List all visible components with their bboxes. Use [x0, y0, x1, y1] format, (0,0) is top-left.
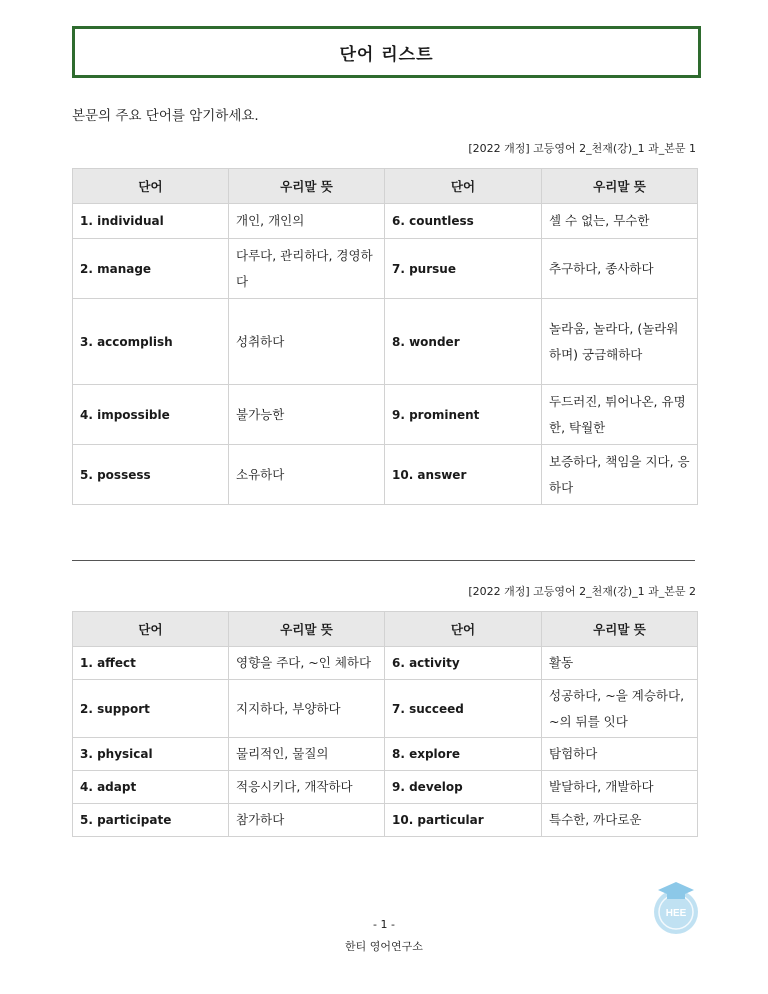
word-cell: 8. explore: [385, 738, 542, 771]
word-cell: 5. possess: [73, 445, 229, 505]
table-header-row: [73, 612, 698, 647]
graduation-cap-icon: [650, 878, 702, 938]
word-cell: 9. develop: [385, 771, 542, 804]
source-label-2: [2022 개정] 고등영어 2_천재(강)_1 과_본문 2: [468, 585, 696, 598]
meaning-cell: 영향을 주다, ~인 체하다: [229, 647, 385, 680]
vocab-table-1: [72, 168, 698, 505]
word-cell: 4. adapt: [73, 771, 229, 804]
word-cell: 10. particular: [385, 804, 542, 837]
meaning-cell: 물리적인, 물질의: [229, 738, 385, 771]
word-cell: 5. participate: [73, 804, 229, 837]
title-box: [72, 26, 701, 78]
meaning-cell: 적응시키다, 개작하다: [229, 771, 385, 804]
table-row: [73, 738, 698, 771]
meaning-cell: 탐험하다: [542, 738, 698, 771]
table-row: [73, 204, 698, 239]
header-meaning: 우리말 뜻: [229, 169, 385, 204]
header-word: 단어: [73, 612, 229, 647]
instruction-text: 본문의 주요 단어를 암기하세요.: [72, 108, 259, 124]
meaning-cell: 소유하다: [229, 445, 385, 505]
table-row: [73, 647, 698, 680]
table-row: [73, 385, 698, 445]
word-cell: 1. individual: [73, 204, 229, 239]
word-cell: 3. physical: [73, 738, 229, 771]
header-meaning: 우리말 뜻: [542, 612, 698, 647]
meaning-cell: 특수한, 까다로운: [542, 804, 698, 837]
header-word: 단어: [385, 612, 542, 647]
meaning-cell: 성공하다, ~을 계승하다, ~의 뒤를 잇다: [542, 680, 698, 738]
meaning-cell: 두드러진, 튀어나온, 유명한, 탁월한: [542, 385, 698, 445]
word-cell: 4. impossible: [73, 385, 229, 445]
meaning-cell: 보증하다, 책임을 지다, 응하다: [542, 445, 698, 505]
word-cell: 3. accomplish: [73, 299, 229, 385]
meaning-cell: 발달하다, 개발하다: [542, 771, 698, 804]
word-cell: 7. succeed: [385, 680, 542, 738]
page-number: - 1 -: [373, 918, 395, 931]
word-cell: 10. answer: [385, 445, 542, 505]
table-row: [73, 299, 698, 385]
meaning-cell: 추구하다, 종사하다: [542, 239, 698, 299]
header-word: 단어: [385, 169, 542, 204]
meaning-cell: 셀 수 없는, 무수한: [542, 204, 698, 239]
meaning-cell: 불가능한: [229, 385, 385, 445]
word-cell: 6. activity: [385, 647, 542, 680]
table-row: [73, 804, 698, 837]
header-meaning: 우리말 뜻: [542, 169, 698, 204]
page-title: 단어 리스트: [339, 44, 434, 65]
table-row: [73, 239, 698, 299]
word-cell: 2. support: [73, 680, 229, 738]
word-cell: 6. countless: [385, 204, 542, 239]
logo-text: HEE: [665, 908, 687, 919]
meaning-cell: 참가하다: [229, 804, 385, 837]
header-word: 단어: [73, 169, 229, 204]
meaning-cell: 놀라움, 놀라다, (놀라워하며) 궁금해하다: [542, 299, 698, 385]
word-cell: 8. wonder: [385, 299, 542, 385]
meaning-cell: 다루다, 관리하다, 경영하다: [229, 239, 385, 299]
table-row: [73, 445, 698, 505]
table-header-row: [73, 169, 698, 204]
table-row: [73, 680, 698, 738]
footer-text: 한티 영어연구소: [345, 940, 423, 953]
meaning-cell: 지지하다, 부양하다: [229, 680, 385, 738]
word-cell: 9. prominent: [385, 385, 542, 445]
cap-band: [667, 892, 685, 899]
meaning-cell: 개인, 개인의: [229, 204, 385, 239]
meaning-cell: 활동: [542, 647, 698, 680]
header-meaning: 우리말 뜻: [229, 612, 385, 647]
vocab-table-2: [72, 611, 698, 837]
word-cell: 7. pursue: [385, 239, 542, 299]
word-cell: 2. manage: [73, 239, 229, 299]
word-cell: 1. affect: [73, 647, 229, 680]
section-divider: [72, 560, 695, 561]
table-row: [73, 771, 698, 804]
meaning-cell: 성취하다: [229, 299, 385, 385]
source-label-1: [2022 개정] 고등영어 2_천재(강)_1 과_본문 1: [468, 142, 696, 155]
